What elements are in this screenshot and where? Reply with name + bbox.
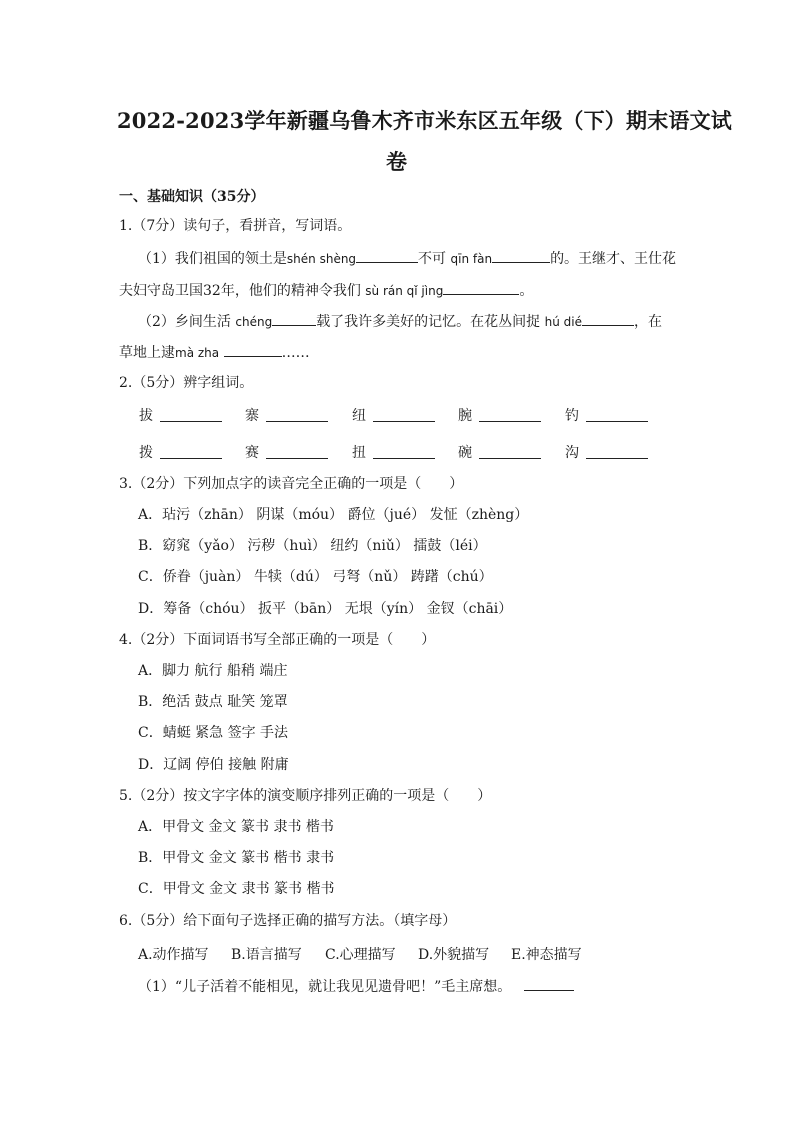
option-b[interactable]: B．窈窕（yǎo） 污秽（huì） 纽约（niǔ） 擂鼓（léi） xyxy=(138,538,487,554)
q1-text: 载了我许多美好的记忆。在花丛间捉 xyxy=(316,314,541,330)
char-cell: 拔 xyxy=(139,408,153,424)
q6-item-text: （1）“儿子活着不能相见，就让我见见遗骨吧！”毛主席想。 xyxy=(138,979,512,995)
q1-text: ，在 xyxy=(634,314,662,330)
answer-blank[interactable] xyxy=(266,444,328,459)
char-cell: 腕 xyxy=(458,408,472,424)
question-5-stem: 5.（2分）按文字字体的演变顺序排列正确的一项是（ ） xyxy=(119,788,492,804)
q1-text: 草地上逮 xyxy=(119,345,175,361)
choice-c: C.心理描写 xyxy=(325,947,396,963)
char-cell: 钓 xyxy=(565,408,579,424)
question-1-line-c xyxy=(138,311,662,332)
q1-text: （2）乡间生活 xyxy=(138,314,231,330)
answer-blank[interactable] xyxy=(373,407,435,422)
pinyin: chéng xyxy=(235,315,273,329)
option-a[interactable]: A．甲骨文 金文 篆书 隶书 楷书 xyxy=(138,819,334,835)
question-1-line-d xyxy=(119,342,310,363)
option-c[interactable]: C．蜻蜓 紧急 签字 手法 xyxy=(138,725,289,741)
pinyin: sù rán qǐ jìng xyxy=(365,284,444,298)
answer-blank[interactable] xyxy=(373,444,435,459)
answer-blank[interactable] xyxy=(479,444,541,459)
choice-e: E.神态描写 xyxy=(511,947,582,963)
exam-title-line1: 2022-2023学年新疆乌鲁木齐市米东区五年级（下）期末语文试 xyxy=(117,108,733,133)
answer-blank[interactable] xyxy=(443,280,519,295)
option-b[interactable]: B．绝活 鼓点 耻笑 笼罩 xyxy=(138,694,288,710)
q1-text: …… xyxy=(281,345,310,361)
choice-d: D.外貌描写 xyxy=(418,947,490,963)
option-c[interactable]: C．甲骨文 金文 隶书 篆书 楷书 xyxy=(138,881,335,897)
char-cell: 拨 xyxy=(139,445,153,461)
option-b[interactable]: B．甲骨文 金文 篆书 楷书 隶书 xyxy=(138,850,335,866)
answer-blank[interactable] xyxy=(160,407,222,422)
answer-blank[interactable] xyxy=(492,248,550,263)
pinyin: shén shèng xyxy=(286,252,357,266)
q1-text: （1）我们祖国的领土是 xyxy=(138,251,287,267)
option-a[interactable]: A．玷污（zhān） 阴谋（móu） 爵位（jué） 发怔（zhèng） xyxy=(138,507,529,523)
question-1-stem: 1.（7分）读句子，看拼音，写词语。 xyxy=(119,218,352,234)
answer-blank[interactable] xyxy=(356,248,418,263)
char-cell: 扭 xyxy=(352,445,366,461)
char-cell: 寨 xyxy=(245,408,259,424)
question-4-stem: 4.（2分）下面词语书写全部正确的一项是（ ） xyxy=(119,632,436,648)
answer-blank[interactable] xyxy=(524,976,574,991)
section-heading: 一、基础知识（35分） xyxy=(119,189,265,205)
option-c[interactable]: C．侨眷（juàn） 牛犊（dú） 弓弩（nǔ） 踌躇（chú） xyxy=(138,569,493,585)
answer-blank[interactable] xyxy=(266,407,328,422)
char-cell: 碗 xyxy=(458,445,472,461)
question-6-stem: 6.（5分）给下面句子选择正确的描写方法。（填字母） xyxy=(119,913,457,929)
answer-blank[interactable] xyxy=(479,407,541,422)
question-2-stem: 2.（5分）辨字组词。 xyxy=(119,375,254,391)
q1-text: 不可 xyxy=(418,251,447,267)
pinyin: qīn fàn xyxy=(450,252,493,266)
option-d[interactable]: D．辽阔 停伯 接触 附庸 xyxy=(138,757,289,773)
answer-blank[interactable] xyxy=(582,311,634,326)
question-6-item-1 xyxy=(138,976,574,997)
exam-title-line2: 卷 xyxy=(386,149,408,174)
q1-text: 。 xyxy=(519,283,534,299)
char-cell: 纽 xyxy=(352,408,366,424)
pinyin: hú dié xyxy=(544,315,582,329)
option-a[interactable]: A．脚力 航行 船稍 端庄 xyxy=(138,663,288,679)
pinyin: mà zha xyxy=(175,346,220,360)
q1-text: 的。王继才、王仕花 xyxy=(550,251,677,267)
choice-a: A.动作描写 xyxy=(138,947,209,963)
answer-blank[interactable] xyxy=(586,407,648,422)
answer-blank[interactable] xyxy=(586,444,648,459)
question-1-line-b xyxy=(119,280,533,301)
question-1-line-a xyxy=(138,248,676,269)
answer-blank[interactable] xyxy=(224,342,282,357)
option-d[interactable]: D．筹备（chóu） 扳平（bān） 无垠（yín） 金钗（chāi） xyxy=(138,601,513,617)
question-3-stem: 3.（2分）下列加点字的读音完全正确的一项是（ ） xyxy=(119,476,464,492)
answer-blank[interactable] xyxy=(272,311,316,326)
char-cell: 沟 xyxy=(565,445,579,461)
answer-blank[interactable] xyxy=(160,444,222,459)
choice-b: B.语言描写 xyxy=(231,947,302,963)
q1-text: 夫妇守岛卫国32年，他们的精神令我们 xyxy=(119,283,361,299)
char-cell: 赛 xyxy=(245,445,259,461)
